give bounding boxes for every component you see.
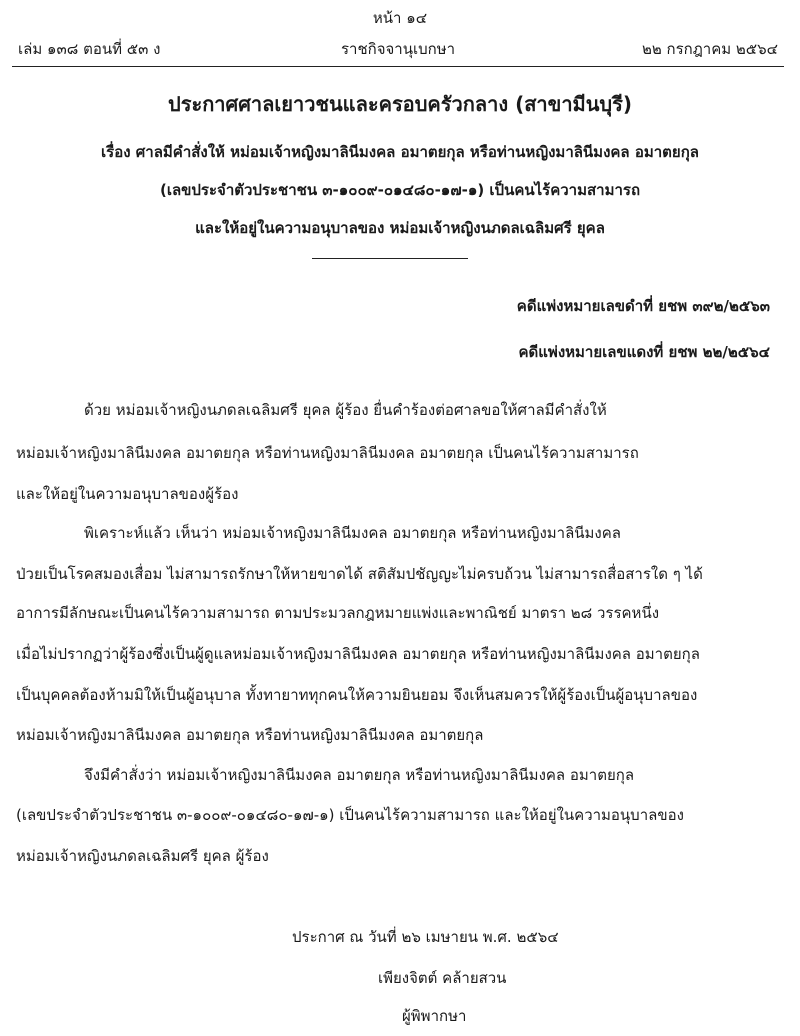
body-line: อาการมีลักษณะเป็นคนไร้ความสามารถ ตามประมวลกฎหมายแพ่งและพาณิชย์ มาตรา ๒๘ วรรคหนึ่ง: [16, 604, 660, 622]
subject-line: และให้อยู่ในความอนุบาลของ หม่อมเจ้าหญิงนภดลเฉลิมศรี ยุคล: [195, 219, 605, 237]
body-line: หม่อมเจ้าหญิงมาลินีมงคล อมาตยกุล หรือท่านหญิงมาลินีมงคล อมาตยกุล: [16, 726, 484, 744]
signer-name: เพียงจิตต์ คล้ายสวน: [378, 969, 507, 987]
body-line: จึงมีคำสั่งว่า หม่อมเจ้าหญิงมาลินีมงคล อมาตยกุล หรือท่านหญิงมาลินีมงคล อมาตยกุล: [84, 766, 635, 784]
body-line: พิเคราะห์แล้ว เห็นว่า หม่อมเจ้าหญิงมาลินีมงคล อมาตยกุล หรือท่านหญิงมาลินีมงคล: [84, 524, 621, 542]
body-line: (เลขประจำตัวประชาชน ๓-๑๐๐๙-๐๑๔๘๐-๑๗-๑) เป็นคนไร้ความสามารถ และให้อยู่ในความอนุบาลของ: [16, 806, 684, 824]
publication-date: ๒๒ กรกฎาคม ๒๕๖๔: [641, 40, 778, 58]
publication-name: ราชกิจจานุเบกษา: [340, 40, 456, 58]
body-line: เมื่อไม่ปรากฏว่าผู้ร้องซึ่งเป็นผู้ดูแลหม่อมเจ้าหญิงมาลินีมงคล อมาตยกุล หรือท่านหญิงมาลินีมงคล อมาตยกุล: [16, 645, 700, 663]
announcement-title: ประกาศศาลเยาวชนและครอบครัวกลาง (สาขามีนบุรี): [168, 92, 632, 116]
title-divider: [312, 258, 468, 259]
announcement-date: ประกาศ ณ วันที่ ๒๖ เมษายน พ.ศ. ๒๕๖๔: [292, 928, 559, 946]
body-line: ด้วย หม่อมเจ้าหญิงนภดลเฉลิมศรี ยุคล ผู้ร้อง ยื่นคำร้องต่อศาลขอให้ศาลมีคำสั่งให้: [84, 401, 607, 419]
subject-line: (เลขประจำตัวประชาชน ๓-๑๐๐๙-๐๑๔๘๐-๑๗-๑) เป็นคนไร้ความสามารถ: [159, 181, 641, 199]
subject-line: เรื่อง ศาลมีคำสั่งให้ หม่อมเจ้าหญิงมาลินีมงคล อมาตยกุล หรือท่านหญิงมาลินีมงคล อมาตยกุล: [101, 143, 699, 161]
header-rule: [12, 66, 784, 67]
body-line: หม่อมเจ้าหญิงมาลินีมงคล อมาตยกุล หรือท่านหญิงมาลินีมงคล อมาตยกุล เป็นคนไร้ความสามารถ: [16, 444, 639, 462]
body-line: เป็นบุคคลต้องห้ามมิให้เป็นผู้อนุบาล ทั้งทายาททุกคนให้ความยินยอม จึงเห็นสมควรให้ผู้ร้องเป็นผู้อนุบาลของ: [16, 686, 698, 704]
black-case-number: คดีแพ่งหมายเลขดำที่ ยชพ ๓๙๒/๒๕๖๓: [516, 297, 770, 315]
body-line: และให้อยู่ในความอนุบาลของผู้ร้อง: [16, 485, 239, 503]
page-number: หน้า ๑๔: [372, 9, 428, 27]
body-line: หม่อมเจ้าหญิงนภดลเฉลิมศรี ยุคล ผู้ร้อง: [16, 847, 269, 865]
body-line: ป่วยเป็นโรคสมองเสื่อม ไม่สามารถรักษาให้หายขาดได้ สติสัมปชัญญะไม่ครบถ้วน ไม่สามารถสื่อสารใด ๆ ได้: [16, 565, 703, 583]
volume-issue: เล่ม ๑๓๘ ตอนที่ ๕๓ ง: [18, 40, 161, 58]
signer-position: ผู้พิพากษา: [402, 1007, 467, 1025]
red-case-number: คดีแพ่งหมายเลขแดงที่ ยชพ ๒๒/๒๕๖๔: [518, 343, 770, 361]
